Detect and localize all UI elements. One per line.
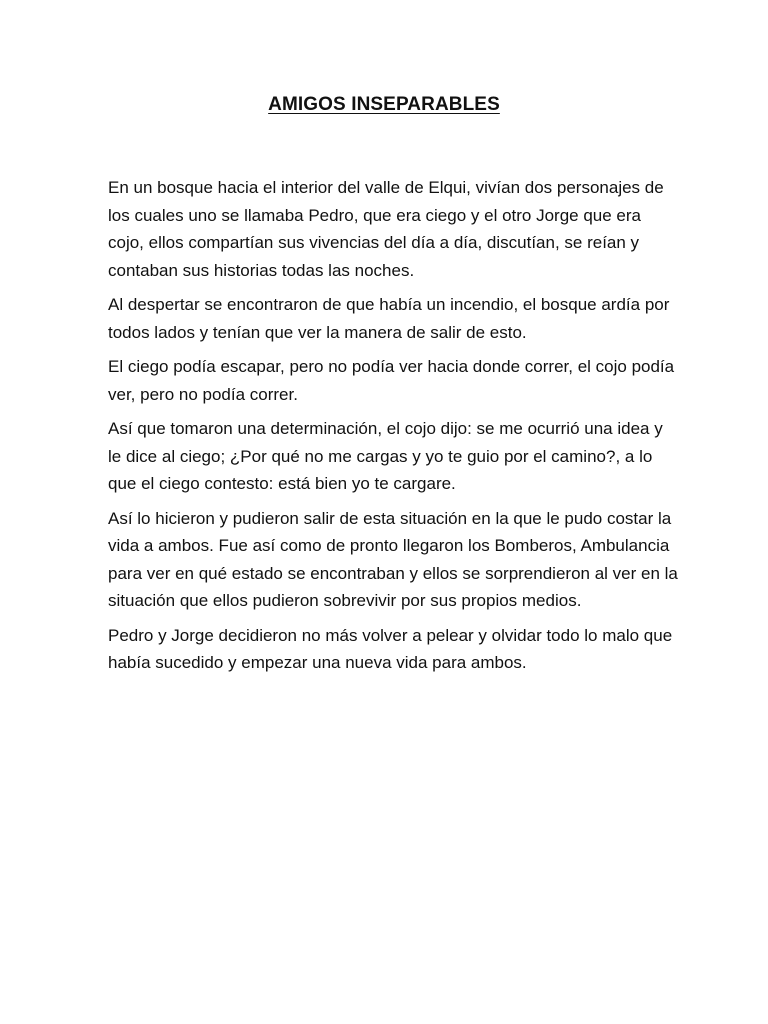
- document-body: [108, 174, 678, 684]
- paragraph-4: Así que tomaron una determinación, el cojo dijo: se me ocurrió una idea y le dice al ciego; ¿Por qué no me cargas y yo te guio por el camino?, a lo que el ciego contesto: está bien yo te cargare.: [108, 419, 663, 493]
- paragraph-5: Así lo hicieron y pudieron salir de esta situación en la que le pudo costar la vida a ambos. Fue así como de pronto llegaron los Bomberos, Ambulancia para ver en qué estado se encontraban y ellos se sorprendieron al ver en la situación que ellos pudieron sobrevivir por sus propios medios.: [108, 508, 678, 610]
- paragraph-3: El ciego podía escapar, pero no podía ver hacia donde correr, el cojo podía ver, pero no podía correr.: [108, 357, 675, 404]
- paragraph-2: Al despertar se encontraron de que había un incendio, el bosque ardía por todos lados y tenían que ver la manera de salir de esto.: [108, 295, 670, 342]
- paragraph-1: En un bosque hacia el interior del valle de Elqui, vivían dos personajes de los cuales uno se llamaba Pedro, que era ciego y el otro Jorge que era cojo, ellos compartían sus vivencias del día a día, discutían, se reían y contaban sus historias todas las noches.: [108, 178, 664, 280]
- document-title: AMIGOS INSEPARABLES: [268, 94, 500, 115]
- paragraph-6: Pedro y Jorge decidieron no más volver a pelear y olvidar todo lo malo que había sucedido y empezar una nueva vida para ambos.: [108, 625, 673, 672]
